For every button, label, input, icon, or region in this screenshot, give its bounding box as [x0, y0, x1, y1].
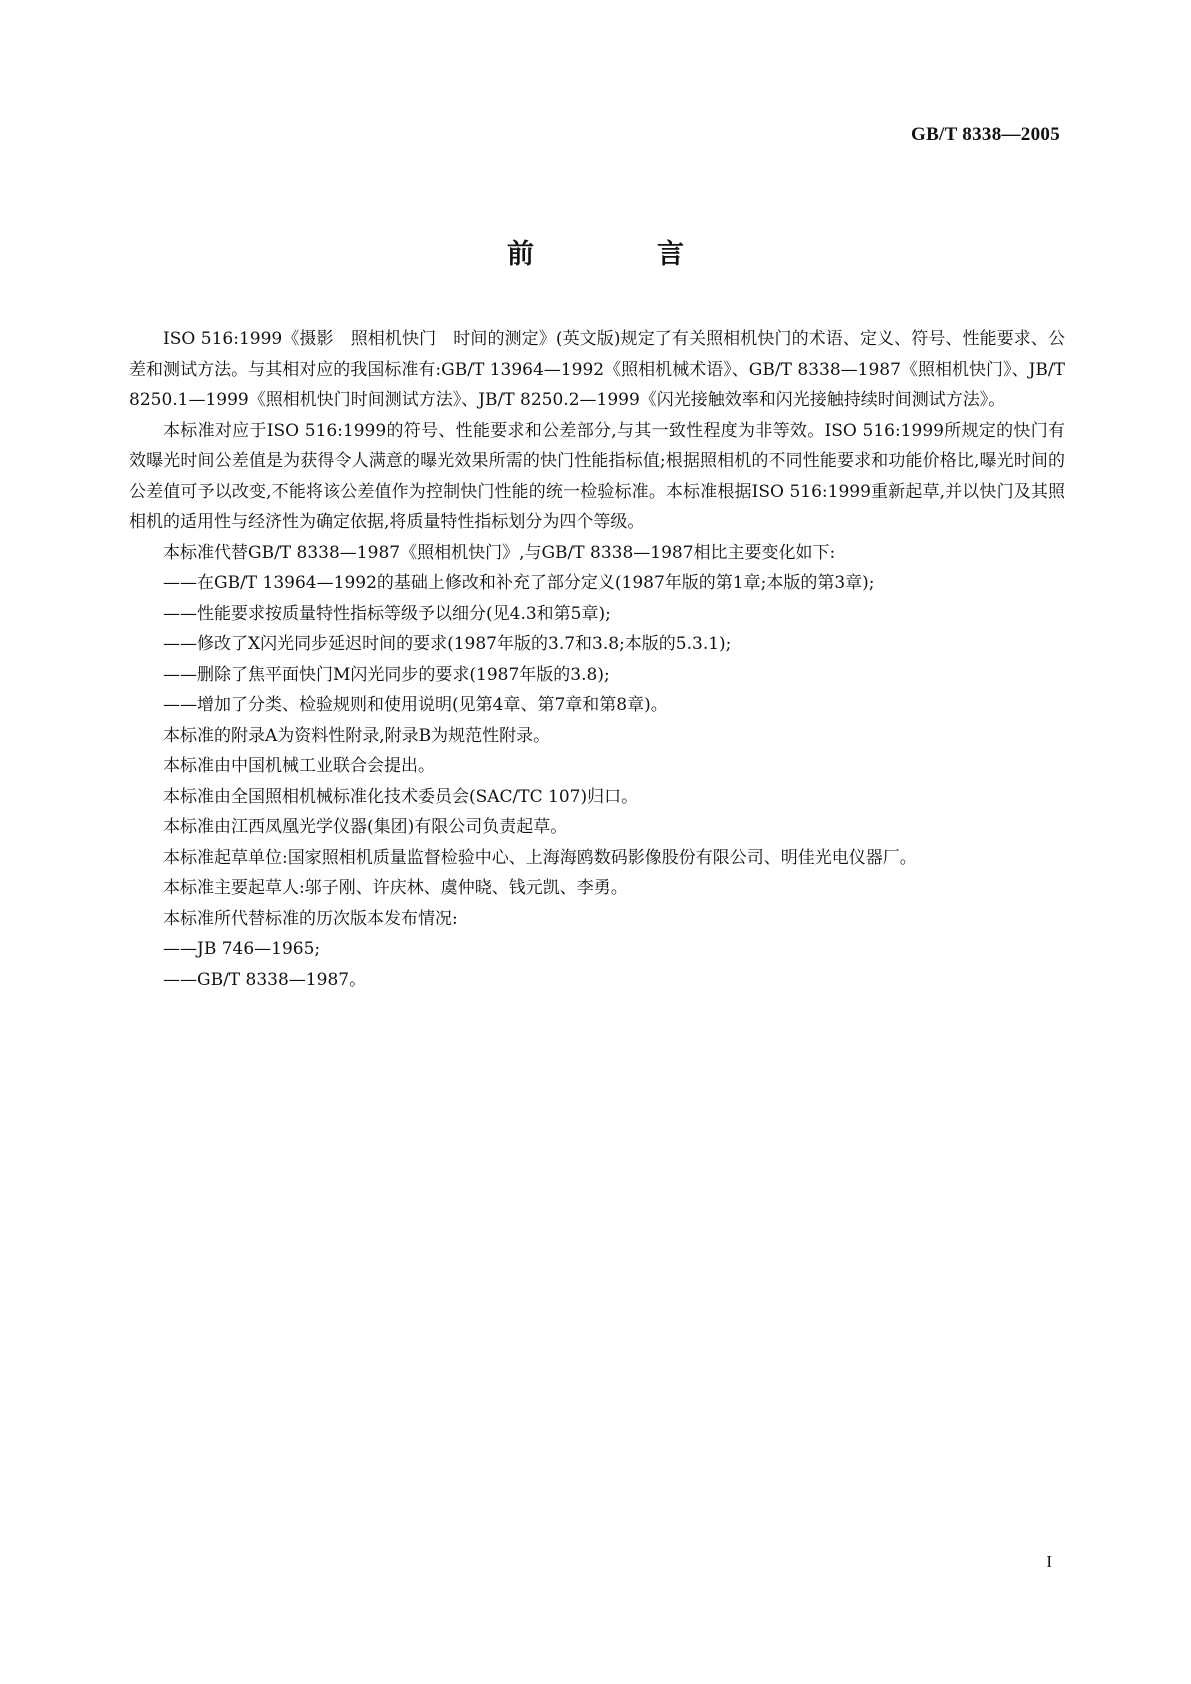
paragraph-equivalence: 本标准对应于ISO 516:1999的符号、性能要求和公差部分,与其一致性程度为非等效。ISO 516:1999所规定的快门有效曝光时间公差值是为获得令人满意的曝光效果所需的快门性能指标值;根据照相机的不同性能要求和功能价格比,曝光时间的公差值可予以改变,不能将该公差值作为控制快门性能的统一检验标准。本标准根据ISO 516:1999重新起草,并以快门及其照相机的适用性与经济性为确定依据,将质量特性指标划分为四个等级。 [129, 420, 1065, 532]
paragraph-annex: 本标准的附录A为资料性附录,附录B为规范性附录。 [163, 725, 551, 746]
paragraph-iso-reference: ISO 516:1999《摄影 照相机快门 时间的测定》(英文版)规定了有关照相机快门的术语、定义、符号、性能要求、公差和测试方法。与其相对应的我国标准有:GB/T 13964—1992《照相机械术语》、GB/T 8338—1987《照相机快门》、JB/T 8250.1—1999《照相机快门时间测试方法》、JB/T 8250.2—1999《闪光接触效率和闪光接触持续时间测试方法》。 [129, 329, 1065, 410]
page-number: I [1046, 1552, 1052, 1571]
paragraph-committee: 本标准由全国照相机械标准化技术委员会(SAC/TC 107)归口。 [163, 786, 639, 807]
history-item: ——GB/T 8338—1987。 [163, 969, 367, 990]
standard-code: GB/T 8338—2005 [910, 124, 1060, 145]
foreword-body [129, 324, 1065, 995]
paragraph-replacement: 本标准代替GB/T 8338—1987《照相机快门》,与GB/T 8338—1987相比主要变化如下: [163, 542, 836, 563]
change-item: ——修改了X闪光同步延迟时间的要求(1987年版的3.7和3.8;本版的5.3.1); [163, 634, 732, 654]
paragraph-proposer: 本标准由中国机械工业联合会提出。 [163, 756, 435, 776]
paragraph-drafting-lead: 本标准由江西凤凰光学仪器(集团)有限公司负责起草。 [163, 817, 568, 837]
change-item: ——在GB/T 13964—1992的基础上修改和补充了部分定义(1987年版的第1章;本版的第3章); [163, 573, 875, 593]
change-item: ——增加了分类、检验规则和使用说明(见第4章、第7章和第8章)。 [163, 695, 668, 715]
change-item: ——性能要求按质量特性指标等级予以细分(见4.3和第5章); [163, 603, 611, 624]
paragraph-history-intro: 本标准所代替标准的历次版本发布情况: [163, 908, 458, 929]
page-title: 前 言 [507, 239, 732, 270]
paragraph-drafters: 本标准主要起草人:邬子刚、许庆林、虞仲晓、钱元凯、李勇。 [163, 878, 628, 898]
paragraph-drafting-units: 本标准起草单位:国家照相机质量监督检验中心、上海海鸥数码影像股份有限公司、明佳光电仪器厂。 [163, 847, 917, 868]
change-item: ——删除了焦平面快门M闪光同步的要求(1987年版的3.8); [163, 664, 610, 685]
history-item: ——JB 746—1965; [163, 939, 321, 959]
